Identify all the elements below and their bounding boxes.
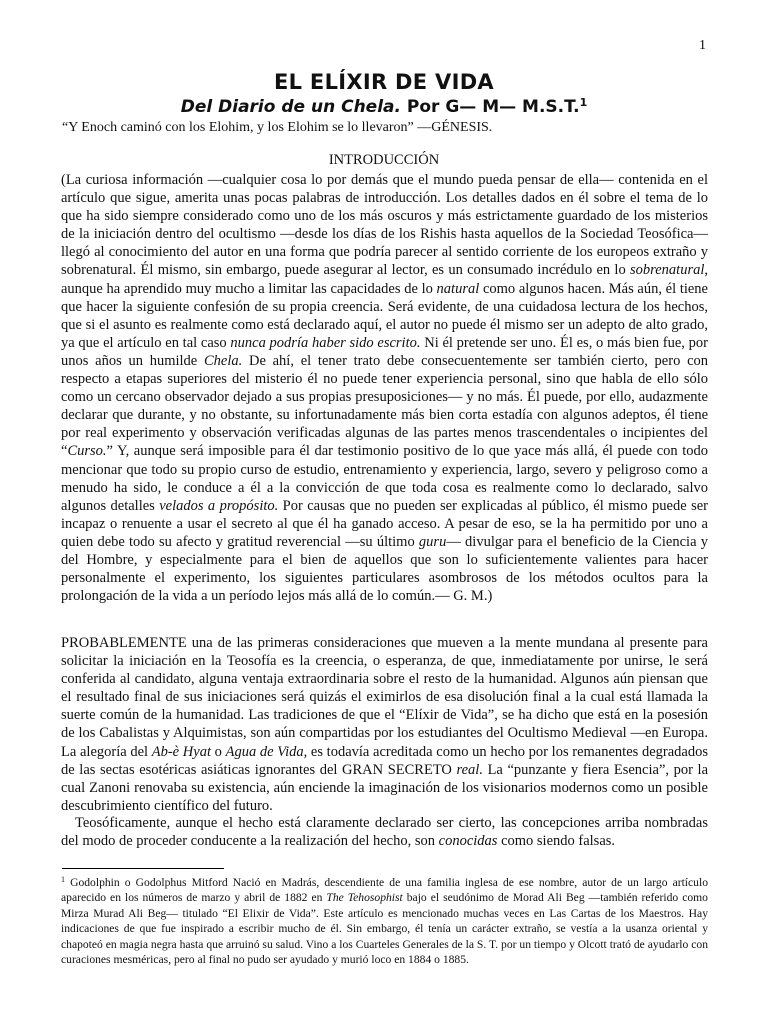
text-run: Teosóficamente, aunque el hecho está claramente declarado ser cierto, las concepciones arriba nombradas del modo de proceder conducente a la realización del hecho, son xyxy=(61,815,708,850)
document-subtitle xyxy=(0,96,768,117)
italic-run: The Tehosophist xyxy=(326,891,403,905)
page-number: 1 xyxy=(699,38,706,53)
italic-run: real. xyxy=(456,761,483,778)
italic-run: natural xyxy=(436,280,480,297)
italic-run: nunca podría haber sido escrito. xyxy=(230,334,421,351)
text-run: PROBABLEMENTE una de las primeras consideraciones que mueven a la mente mundana al presente para solicitar la iniciación en la Teosofía es la creencia, o esperanza, de que, inmediatamente por unirse, le será conferida al candidato, alguna ventaja extraordinaria sobre el resto de la humanidad. Algunos aún piensan que el resultado final de sus iniciaciones será quizás el eximirlos de esa disolución final a la cual está llamada la suerte común de la humanidad. Las tradiciones de que el “Elíxir de Vida”, se ha dicho que está en la posesión de los Cabalistas y Alquimistas, son aún compartidas por los estudiantes del Ocultismo Medieval —en Europa. La alegoría del xyxy=(61,635,708,760)
italic-run: velados a propósito. xyxy=(159,497,279,514)
text-run: ” Y, aunque será imposible para él dar testimonio positivo de lo que yace más allá, él puede con todo mencionar que todo su propio curso de estudio, entrenamiento y experiencia, largo, severo y peligroso como a menudo ha sido, le conduce a él a la convicción de que toda cosa es realmente como lo declarado, salvo algunos detalles xyxy=(61,443,708,514)
subtitle-author: Por G— M— M.S.T. xyxy=(400,97,580,117)
italic-run: conocidas xyxy=(438,833,498,850)
text-run: o xyxy=(211,743,226,760)
text-run: como siendo falsas. xyxy=(497,833,616,850)
text-run: La “punzante y fiera Esencia”, por la cual Zanoni renovaba su existencia, aún enciende la imaginación de los visionarios modernos como un posible descubrimiento científico del futuro. xyxy=(61,761,708,814)
footnote-mark: 1 xyxy=(61,875,65,884)
text-run: bajo el seudónimo de Morad Ali Beg —también referido como Mirza Murad Ali Beg— titulado “El Elixir de Vida”. Este artículo es mencionado muchas veces en Las Cartas de los Maestros. Hay indicaciones de que fue inspirado a escribir mucho de él. Sin embargo, él tenía un carácter extraño, se vestía a la usanza oriental y chapoteó en magia negra hasta que arruinó su salud. Vino a los Cuarteles Generales de la S. T. por un tiempo y Olcott trató de ayudarlo con curaciones mesméricas, pero al final no pudo ser ayudado y murió loco en 1884 o 1885. xyxy=(61,891,708,967)
italic-run: Chela. xyxy=(203,352,243,369)
body-paragraph-2 xyxy=(61,814,708,850)
italic-run: guru xyxy=(418,533,447,550)
body-paragraph-1 xyxy=(61,634,708,815)
text-run: como algunos hacen. Más aún, él tiene que hacer la siguiente confesión de su propia creencia. Será evidente, de una cuidadosa lectura de los hechos, que si el asunto es realmente como está declarado aquí, el autor no puede él mismo ser un adepto de alto grado, ya que el artículo en tal caso xyxy=(61,280,708,351)
italic-run: Curso. xyxy=(67,443,107,460)
introduction-heading: INTRODUCCIÓN xyxy=(328,152,440,168)
italic-run: sobrenatural xyxy=(629,262,705,279)
introduction-paragraph xyxy=(61,171,708,605)
italic-run: Ab-è Hyat xyxy=(151,743,211,760)
text-run: De ahí, el tener trato debe consecuentemente ser también cierto, pero con respecto a etapas superiores del misterio él no puede tener experiencia personal, sino que habla de ello sólo como un cercano observador dejado a sus propias presuposiciones— y no más. Él puede, por ello, audazmente declarar que durante, y no obstante, su infortunadamente más bien corta estadía con algunos adeptos, él tiene por real experimento y observación verificadas algunas de las partes menos trascendentales o incipientes del “ xyxy=(61,352,708,460)
subtitle-italic: Del Diario de un Chela. xyxy=(180,97,401,117)
text-run: — divulgar para el beneficio de la Ciencia y del Hombre, y especialmente para el bien de aquellos que son lo suficientemente valientes para hacer personalmente el experimento, los siguientes particulares asombrosos de los métodos ocultos para la prolongación de la vida a un período lejos más allá de lo común.— G. M.) xyxy=(61,533,708,605)
text-run: (La curiosa información —cualquier cosa lo por demás que el mundo pueda pensar de ella— contenida en el artículo que sigue, amerita unas pocas palabras de introducción. Los detalles dados en él sobre el tema de lo que ha sido siempre considerado como uno de los más oscuros y más estrictamente guardado de los misterios de la iniciación dentro del ocultismo —desde los días de los Rishis hasta aquellos de la Sociedad Teosófica— llegó al conocimiento del autor en una forma que podría parecer al sentido corriente de los europeos extraño y sobrenatural. Él mismo, sin embargo, puede asegurar al lector, es un consumado incrédulo en lo xyxy=(61,172,708,279)
epigraph: “Y Enoch caminó con los Elohim, y los Elohim se lo llevaron” —GÉNESIS. xyxy=(62,120,493,135)
italic-run: Agua de Vida xyxy=(225,743,304,760)
document-title: EL ELÍXIR DE VIDA xyxy=(273,70,494,94)
text-run: Godolphin o Godolphus Mitford Nació en Madrás, descendiente de una familia inglesa de ese nombre, autor de un largo artículo aparecido en los números de marzo y abril de 1882 en xyxy=(61,876,708,905)
text-run: Ni él pretende ser uno. Él es, o más bien fue, por unos años un humilde xyxy=(61,334,708,369)
footnote-reference[interactable]: 1 xyxy=(579,96,588,109)
text-run: Por causas que no pueden ser explicadas al público, él mismo puede ser incapaz o renuente a usar el secreto al que él ha ganado acceso. A pesar de eso, se la ha permitido por uno a quien debe todo su afecto y gratitud reverencial —su último xyxy=(61,497,708,550)
text-run: , aunque ha aprendido muy mucho a limitar las capacidades de lo xyxy=(61,262,708,297)
footnote-separator xyxy=(62,868,224,869)
text-run: , es todavía acreditada como un hecho por los remanentes degradados de las sectas esotéricas asiáticas ignorantes del GRAN SECRETO xyxy=(61,743,709,778)
footnote xyxy=(61,872,708,967)
